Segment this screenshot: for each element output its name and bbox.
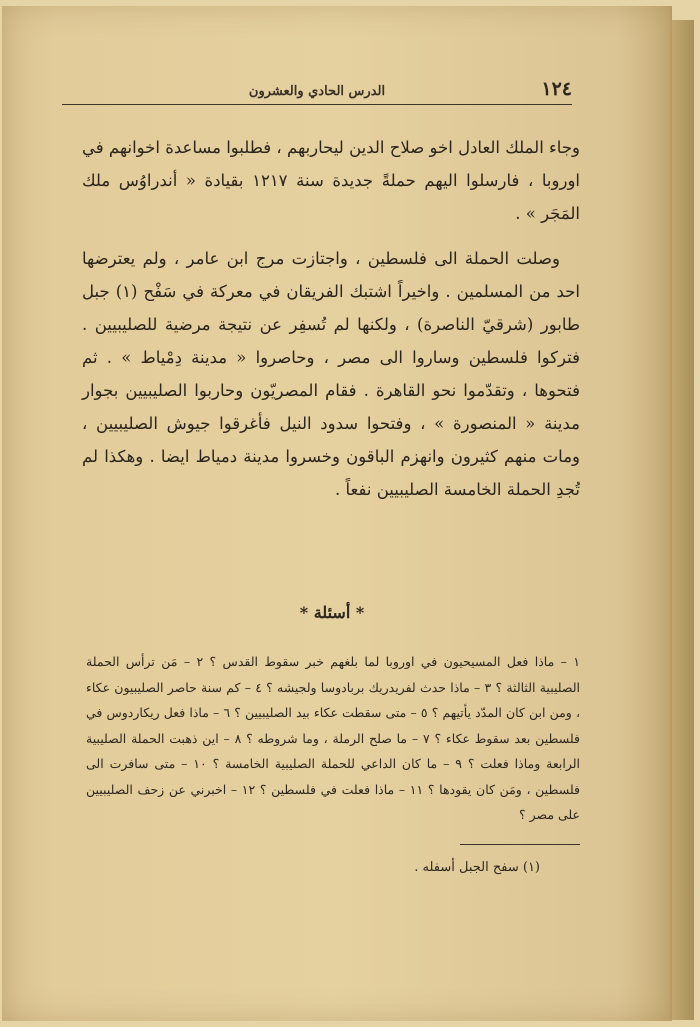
paragraph-2: وصلت الحملة الى فلسطين ، واجتازت مرج ابن عامر ، ولم يعترضها احد من المسلمين . واخيراً اشتبك الفريقان في معركة في سَفْح (١) جبل طابور (شرقيّ الناصرة) ، ولكنها لم تُسفِر عن نتيجة مرضية للصليبيين . فتركوا فلسطين وساروا الى مصر ، وحاصروا « مدينة دِمْياط » . ثم فتحوها ، وتقدّموا نحو القاهرة . فقام المصريّون وحاربوا الصليبيين بجوار مدينة « المنصورة » ، وفتحوا سدود النيل فأغرقوا جيوش الصليبيين ، ومات منهم كثيرون وانهزم الباقون وخسروا مدينة دمياط ايضا . وهكذا لم تُجدِ الحملة الخامسة الصليبيين نفعاً . — [82, 249, 580, 499]
page-number: ١٢٤ — [541, 78, 572, 100]
page-edge — [672, 20, 694, 1020]
footnote-divider — [460, 844, 580, 845]
paragraph-1: وجاء الملك العادل اخو صلاح الدين ليحاربهم ، فطلبوا مساعدة اخوانهم في اوروبا ، فارسلوا اليهم حملةً جديدة سنة ١٢١٧ بقيادة « أندراوُس ملك المَجَر » . — [82, 138, 581, 223]
questions-title: * أسئلة * — [299, 603, 365, 622]
book-page — [2, 6, 672, 1021]
main-text — [82, 131, 580, 506]
running-title: الدرس الحادي والعشرون — [248, 84, 386, 99]
footnote: (١) سفح الجبل أسفله . — [414, 860, 540, 875]
questions-list: ١ – ماذا فعل المسيحيون في اوروبا لما بلغهم خبر سقوط القدس ؟ ٢ – مَن ترأس الحملة الصليبية الثالثة ؟ ٣ – ماذا حدث لفريدريك بربادوسا ولجيشه ؟ ٤ – كم سنة حاصر الصليبيون عكاء ، ومن ابن كان المدّد يأتيهم ؟ ٥ – متى سقطت عكاء بيد الصليبيين ؟ ٦ – ماذا فعل ريكاردوس في فلسطين بعد سقوط عكاء ؟ ٧ – ما صلح الرملة ، وما شروطه ؟ ٨ – اين ذهبت الحملة الصليبية الرابعة وماذا فعلت ؟ ٩ – ما كان الداعي للحملة الصليبية الخامسة ؟ ١٠ – متى سافرت الى فلسطين ، ومَن كان يقودها ؟ ١١ – ماذا فعلت في فلسطين ؟ ١٢ – اخبرني عن زحف الصليبيين على مصر ؟ — [86, 654, 581, 822]
page-header — [62, 78, 572, 105]
